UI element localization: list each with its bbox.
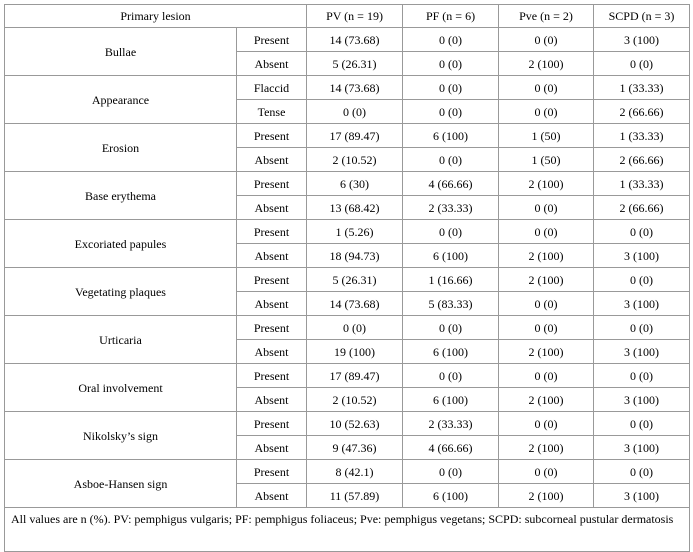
lesion-name-cell: Appearance <box>5 76 237 124</box>
pf-value-cell: 0 (0) <box>403 364 499 388</box>
scpd-value-cell: 1 (33.33) <box>594 76 690 100</box>
table-row <box>5 124 690 148</box>
status-cell: Present <box>237 460 307 484</box>
status-cell: Present <box>237 268 307 292</box>
lesion-name-cell: Erosion <box>5 124 237 172</box>
status-cell: Absent <box>237 340 307 364</box>
pve-value-cell: 1 (50) <box>499 124 594 148</box>
table-row <box>5 460 690 484</box>
scpd-value-cell: 3 (100) <box>594 484 690 508</box>
pve-value-cell: 2 (100) <box>499 52 594 76</box>
status-cell: Absent <box>237 148 307 172</box>
header-pv: PV (n = 19) <box>307 5 403 28</box>
pv-value-cell: 10 (52.63) <box>307 412 403 436</box>
scpd-value-cell: 0 (0) <box>594 364 690 388</box>
status-cell: Absent <box>237 244 307 268</box>
lesion-name-cell: Asboe-Hansen sign <box>5 460 237 508</box>
header-primary-lesion: Primary lesion <box>5 5 307 28</box>
pve-value-cell: 0 (0) <box>499 76 594 100</box>
pv-value-cell: 9 (47.36) <box>307 436 403 460</box>
status-cell: Absent <box>237 292 307 316</box>
scpd-value-cell: 3 (100) <box>594 388 690 412</box>
status-cell: Tense <box>237 100 307 124</box>
pf-value-cell: 5 (83.33) <box>403 292 499 316</box>
pf-value-cell: 1 (16.66) <box>403 268 499 292</box>
scpd-value-cell: 0 (0) <box>594 316 690 340</box>
scpd-value-cell: 1 (33.33) <box>594 172 690 196</box>
header-row <box>5 5 690 28</box>
status-cell: Present <box>237 412 307 436</box>
pve-value-cell: 0 (0) <box>499 412 594 436</box>
pf-value-cell: 0 (0) <box>403 52 499 76</box>
status-cell: Absent <box>237 196 307 220</box>
pve-value-cell: 0 (0) <box>499 292 594 316</box>
scpd-value-cell: 3 (100) <box>594 244 690 268</box>
scpd-value-cell: 3 (100) <box>594 436 690 460</box>
scpd-value-cell: 3 (100) <box>594 340 690 364</box>
lesion-name-cell: Base erythema <box>5 172 237 220</box>
scpd-value-cell: 0 (0) <box>594 220 690 244</box>
table-row <box>5 364 690 388</box>
pv-value-cell: 11 (57.89) <box>307 484 403 508</box>
pve-value-cell: 0 (0) <box>499 100 594 124</box>
pf-value-cell: 6 (100) <box>403 244 499 268</box>
pf-value-cell: 6 (100) <box>403 388 499 412</box>
pv-value-cell: 2 (10.52) <box>307 388 403 412</box>
pv-value-cell: 14 (73.68) <box>307 76 403 100</box>
pve-value-cell: 0 (0) <box>499 220 594 244</box>
lesion-table <box>4 4 690 552</box>
pve-value-cell: 2 (100) <box>499 268 594 292</box>
scpd-value-cell: 2 (66.66) <box>594 100 690 124</box>
table-body <box>5 5 690 552</box>
pf-value-cell: 0 (0) <box>403 100 499 124</box>
pve-value-cell: 2 (100) <box>499 484 594 508</box>
pve-value-cell: 0 (0) <box>499 364 594 388</box>
pv-value-cell: 19 (100) <box>307 340 403 364</box>
scpd-value-cell: 2 (66.66) <box>594 196 690 220</box>
status-cell: Absent <box>237 388 307 412</box>
status-cell: Present <box>237 28 307 52</box>
table-row <box>5 412 690 436</box>
lesion-name-cell: Urticaria <box>5 316 237 364</box>
status-cell: Present <box>237 364 307 388</box>
lesion-name-cell: Excoriated papules <box>5 220 237 268</box>
pf-value-cell: 2 (33.33) <box>403 412 499 436</box>
table-row <box>5 172 690 196</box>
scpd-value-cell: 0 (0) <box>594 52 690 76</box>
pve-value-cell: 0 (0) <box>499 316 594 340</box>
pf-value-cell: 0 (0) <box>403 28 499 52</box>
status-cell: Present <box>237 172 307 196</box>
pv-value-cell: 0 (0) <box>307 316 403 340</box>
scpd-value-cell: 3 (100) <box>594 292 690 316</box>
table-row <box>5 220 690 244</box>
pve-value-cell: 0 (0) <box>499 196 594 220</box>
pve-value-cell: 2 (100) <box>499 244 594 268</box>
status-cell: Present <box>237 124 307 148</box>
pve-value-cell: 2 (100) <box>499 172 594 196</box>
status-cell: Absent <box>237 484 307 508</box>
table-row <box>5 268 690 292</box>
table-row <box>5 76 690 100</box>
pv-value-cell: 1 (5.26) <box>307 220 403 244</box>
footnote-row <box>5 508 690 552</box>
pve-value-cell: 1 (50) <box>499 148 594 172</box>
pve-value-cell: 0 (0) <box>499 460 594 484</box>
pf-value-cell: 4 (66.66) <box>403 436 499 460</box>
lesion-name-cell: Vegetating plaques <box>5 268 237 316</box>
footnote: All values are n (%). PV: pemphigus vulgaris; PF: pemphigus foliaceus; Pve: pemphigus vegetans; SCPD: subcorneal pustular dermatosis <box>5 508 690 552</box>
pf-value-cell: 0 (0) <box>403 316 499 340</box>
table-row <box>5 316 690 340</box>
pve-value-cell: 2 (100) <box>499 388 594 412</box>
scpd-value-cell: 1 (33.33) <box>594 124 690 148</box>
scpd-value-cell: 0 (0) <box>594 460 690 484</box>
pv-value-cell: 13 (68.42) <box>307 196 403 220</box>
scpd-value-cell: 0 (0) <box>594 412 690 436</box>
pv-value-cell: 5 (26.31) <box>307 268 403 292</box>
pve-value-cell: 0 (0) <box>499 28 594 52</box>
header-pve: Pve (n = 2) <box>499 5 594 28</box>
status-cell: Present <box>237 316 307 340</box>
pf-value-cell: 0 (0) <box>403 460 499 484</box>
pv-value-cell: 17 (89.47) <box>307 364 403 388</box>
pv-value-cell: 5 (26.31) <box>307 52 403 76</box>
pf-value-cell: 2 (33.33) <box>403 196 499 220</box>
header-pf: PF (n = 6) <box>403 5 499 28</box>
pve-value-cell: 2 (100) <box>499 436 594 460</box>
pf-value-cell: 0 (0) <box>403 220 499 244</box>
status-cell: Absent <box>237 52 307 76</box>
lesion-name-cell: Oral involvement <box>5 364 237 412</box>
lesion-name-cell: Bullae <box>5 28 237 76</box>
pv-value-cell: 14 (73.68) <box>307 28 403 52</box>
scpd-value-cell: 3 (100) <box>594 28 690 52</box>
pv-value-cell: 0 (0) <box>307 100 403 124</box>
pv-value-cell: 8 (42.1) <box>307 460 403 484</box>
status-cell: Present <box>237 220 307 244</box>
pve-value-cell: 2 (100) <box>499 340 594 364</box>
pv-value-cell: 14 (73.68) <box>307 292 403 316</box>
pv-value-cell: 6 (30) <box>307 172 403 196</box>
pf-value-cell: 6 (100) <box>403 340 499 364</box>
pf-value-cell: 0 (0) <box>403 148 499 172</box>
status-cell: Flaccid <box>237 76 307 100</box>
pv-value-cell: 18 (94.73) <box>307 244 403 268</box>
pf-value-cell: 4 (66.66) <box>403 172 499 196</box>
pv-value-cell: 2 (10.52) <box>307 148 403 172</box>
lesion-name-cell: Nikolsky’s sign <box>5 412 237 460</box>
pv-value-cell: 17 (89.47) <box>307 124 403 148</box>
pf-value-cell: 6 (100) <box>403 124 499 148</box>
scpd-value-cell: 2 (66.66) <box>594 148 690 172</box>
pf-value-cell: 6 (100) <box>403 484 499 508</box>
header-scpd: SCPD (n = 3) <box>594 5 690 28</box>
table-row <box>5 28 690 52</box>
scpd-value-cell: 0 (0) <box>594 268 690 292</box>
status-cell: Absent <box>237 436 307 460</box>
pf-value-cell: 0 (0) <box>403 76 499 100</box>
